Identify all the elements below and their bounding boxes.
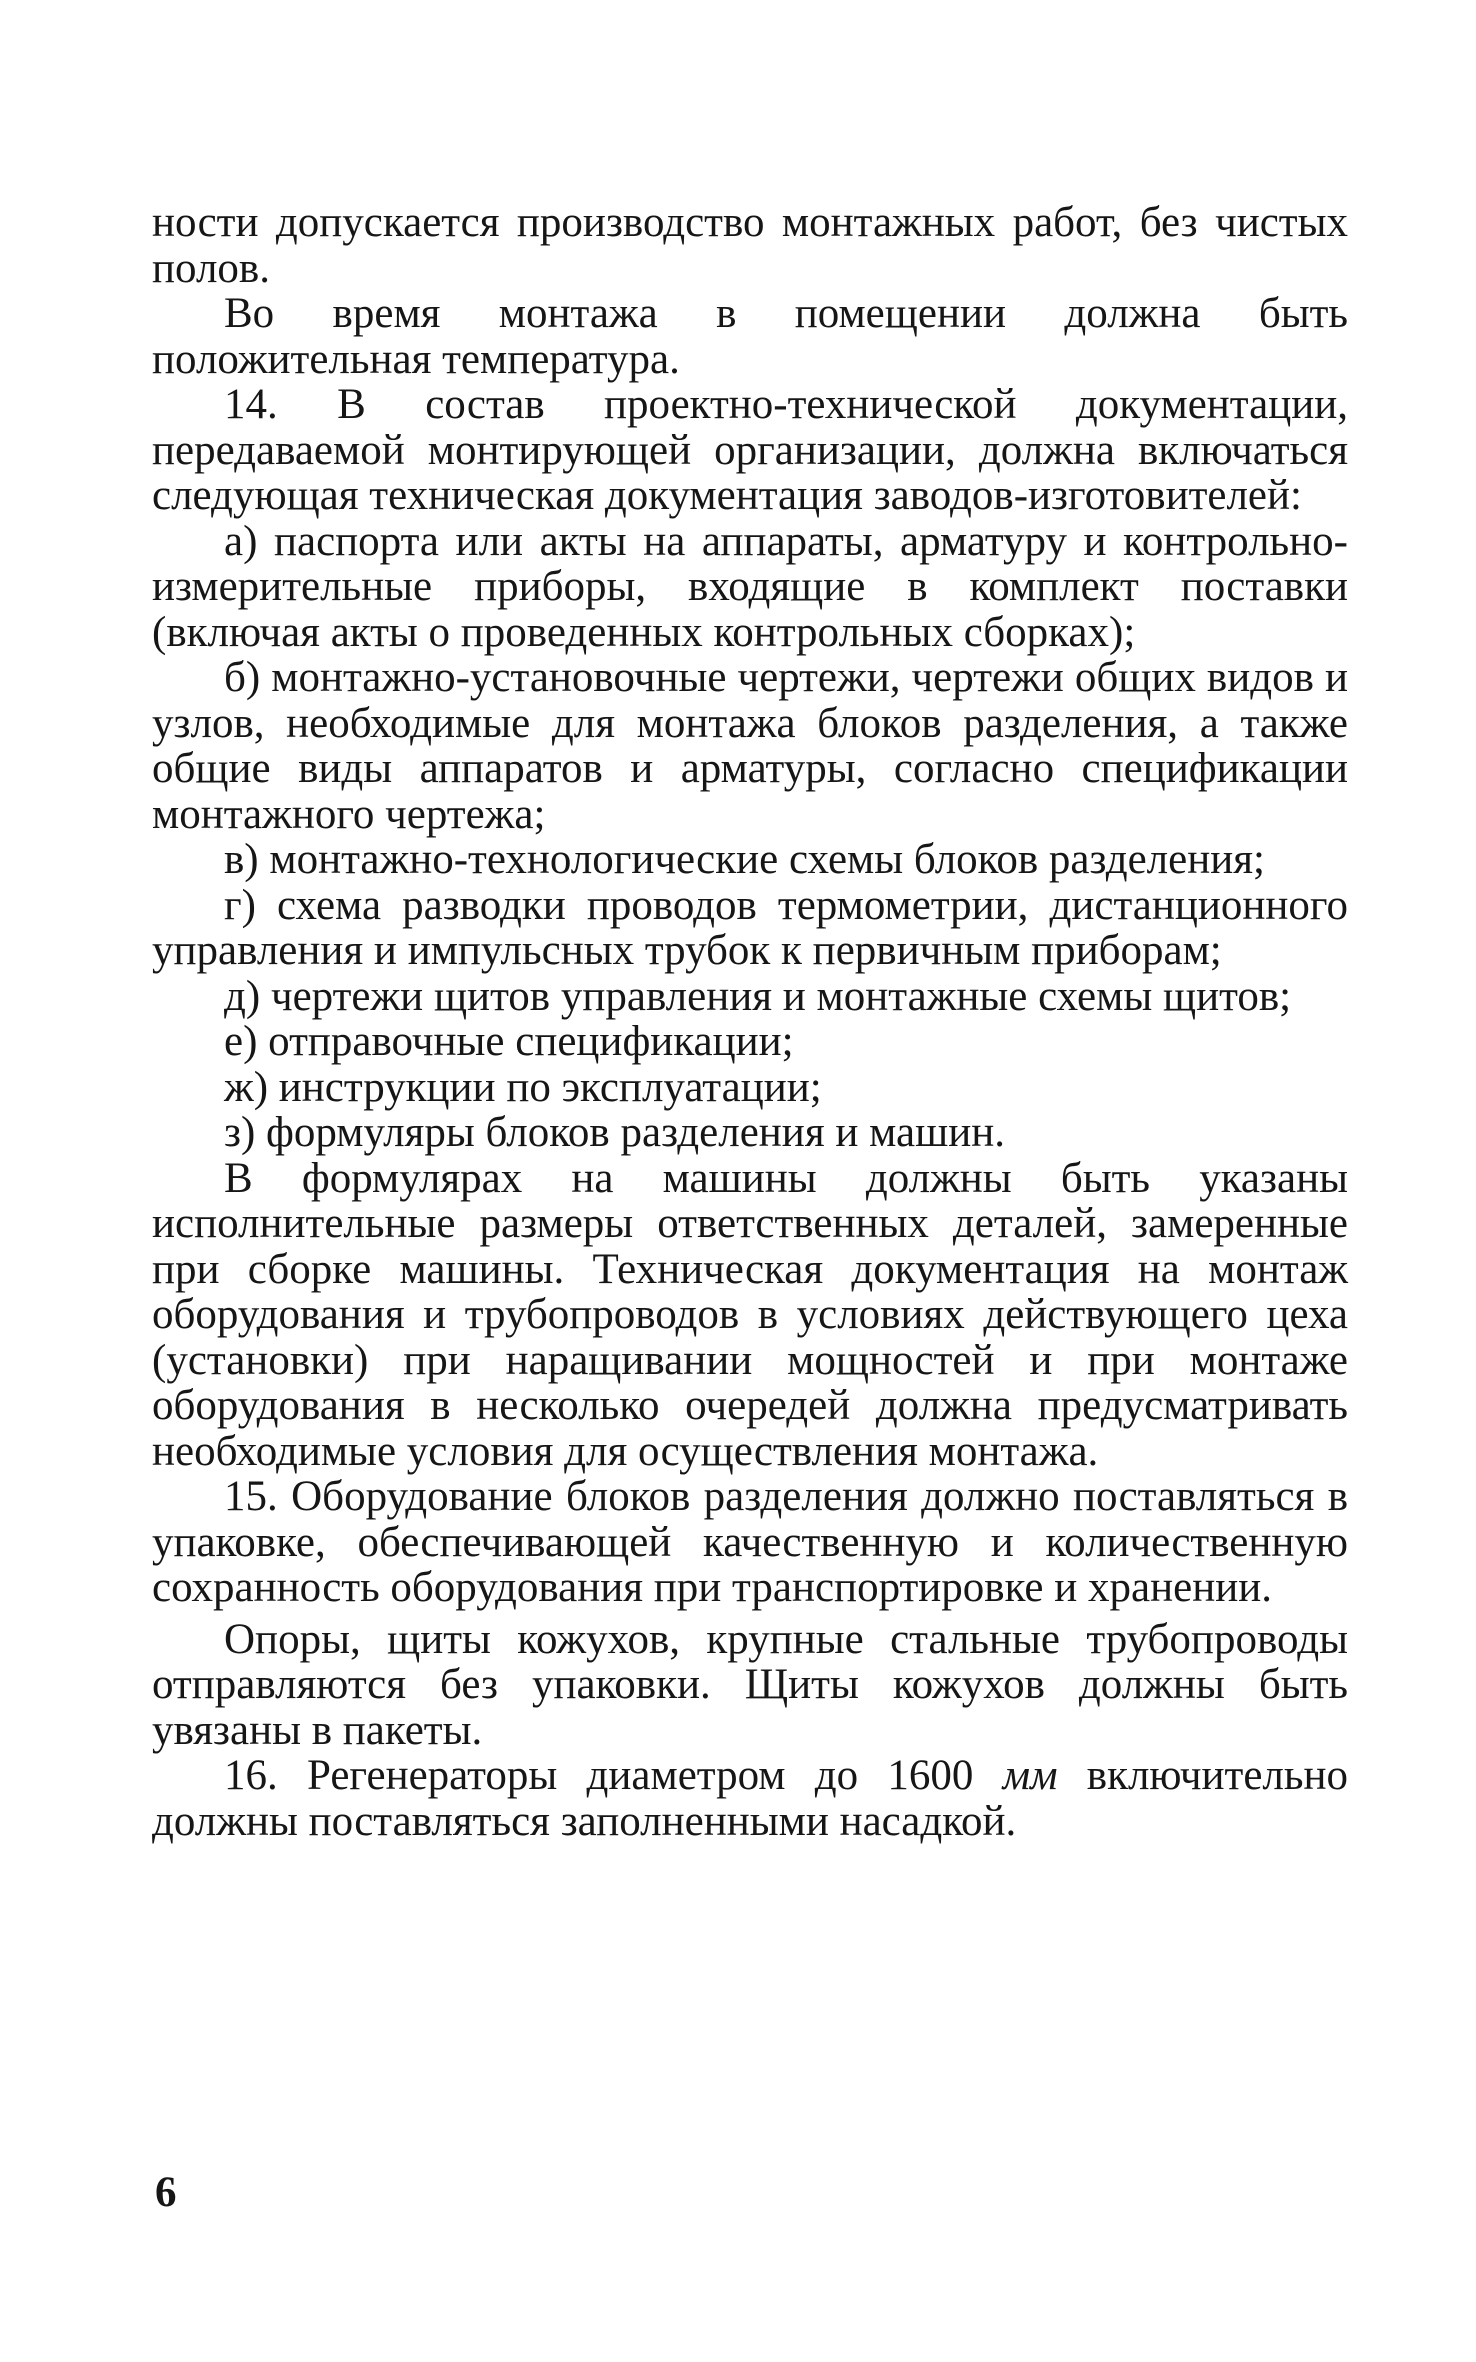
paragraph-16 xyxy=(152,1753,1348,1844)
list-item-14a: а) паспорта или акты на аппараты, арматуру и контрольно-измерительные приборы, входящие в комплект поставки (включая акты о проведенных контрольных сборках); xyxy=(152,517,1348,656)
paragraph-14: 14. В состав проектно-технической документации, передаваемой монтирующей организации, должна включаться следующая техническая документация заводов-изготовителей: xyxy=(152,381,1348,519)
paragraph-supports: Опоры, щиты кожухов, крупные стальные трубопроводы отправляются без упаковки. Щиты кожухов должны быть увязаны в пакеты. xyxy=(152,1615,1348,1754)
list-item-14b: б) монтажно-установочные чертежи, чертежи общих видов и узлов, необходимые для монтажа блоков разделения, а также общие виды аппаратов и арматуры, согласно спецификации монтажного чертежа; xyxy=(152,654,1348,838)
paragraph-temperature: Во время монтажа в помещении должна быть положительная температура. xyxy=(152,290,1348,383)
body-text xyxy=(152,200,1348,1844)
paragraph-16-end: включительно должны поставляться заполненными насадкой. xyxy=(152,1752,1348,1845)
paragraph-16-start: 16. Регенераторы диаметром до 1600 xyxy=(224,1752,1003,1799)
paragraph-formulary: В формулярах на машины должны быть указаны исполнительные размеры ответственных деталей, замеренные при сборке машины. Техническая документация на монтаж оборудования и трубопроводов в условиях действующего цеха (установки) при наращивании мощностей и при монтаже оборудования в несколько очередей должна предусматривать необходимые условия для осуществления монтажа. xyxy=(152,1154,1348,1475)
list-item-14v: в) монтажно-технологические схемы блоков разделения; xyxy=(224,836,1265,883)
list-item-14d: д) чертежи щитов управления и монтажные схемы щитов; xyxy=(224,972,1292,1020)
paragraph-15: 15. Оборудование блоков разделения должно поставляться в упаковке, обеспечивающей качественную и количественную сохранность оборудования при транспортировке и хранении. xyxy=(152,1473,1348,1611)
list-item-14zh: ж) инструкции по эксплуатации; xyxy=(224,1063,822,1111)
list-item-14g: г) схема разводки проводов термометрии, дистанционного управления и импульсных трубок к первичным приборам; xyxy=(152,881,1348,974)
unit-mm: мм xyxy=(1002,1752,1058,1799)
paragraph-continuation: ности допускается производство монтажных работ, без чистых полов. xyxy=(152,199,1348,292)
page-number: 6 xyxy=(155,2169,177,2216)
list-item-14e: е) отправочные спецификации; xyxy=(224,1018,794,1065)
list-item-14z: з) формуляры блоков разделения и машин. xyxy=(224,1109,1005,1156)
